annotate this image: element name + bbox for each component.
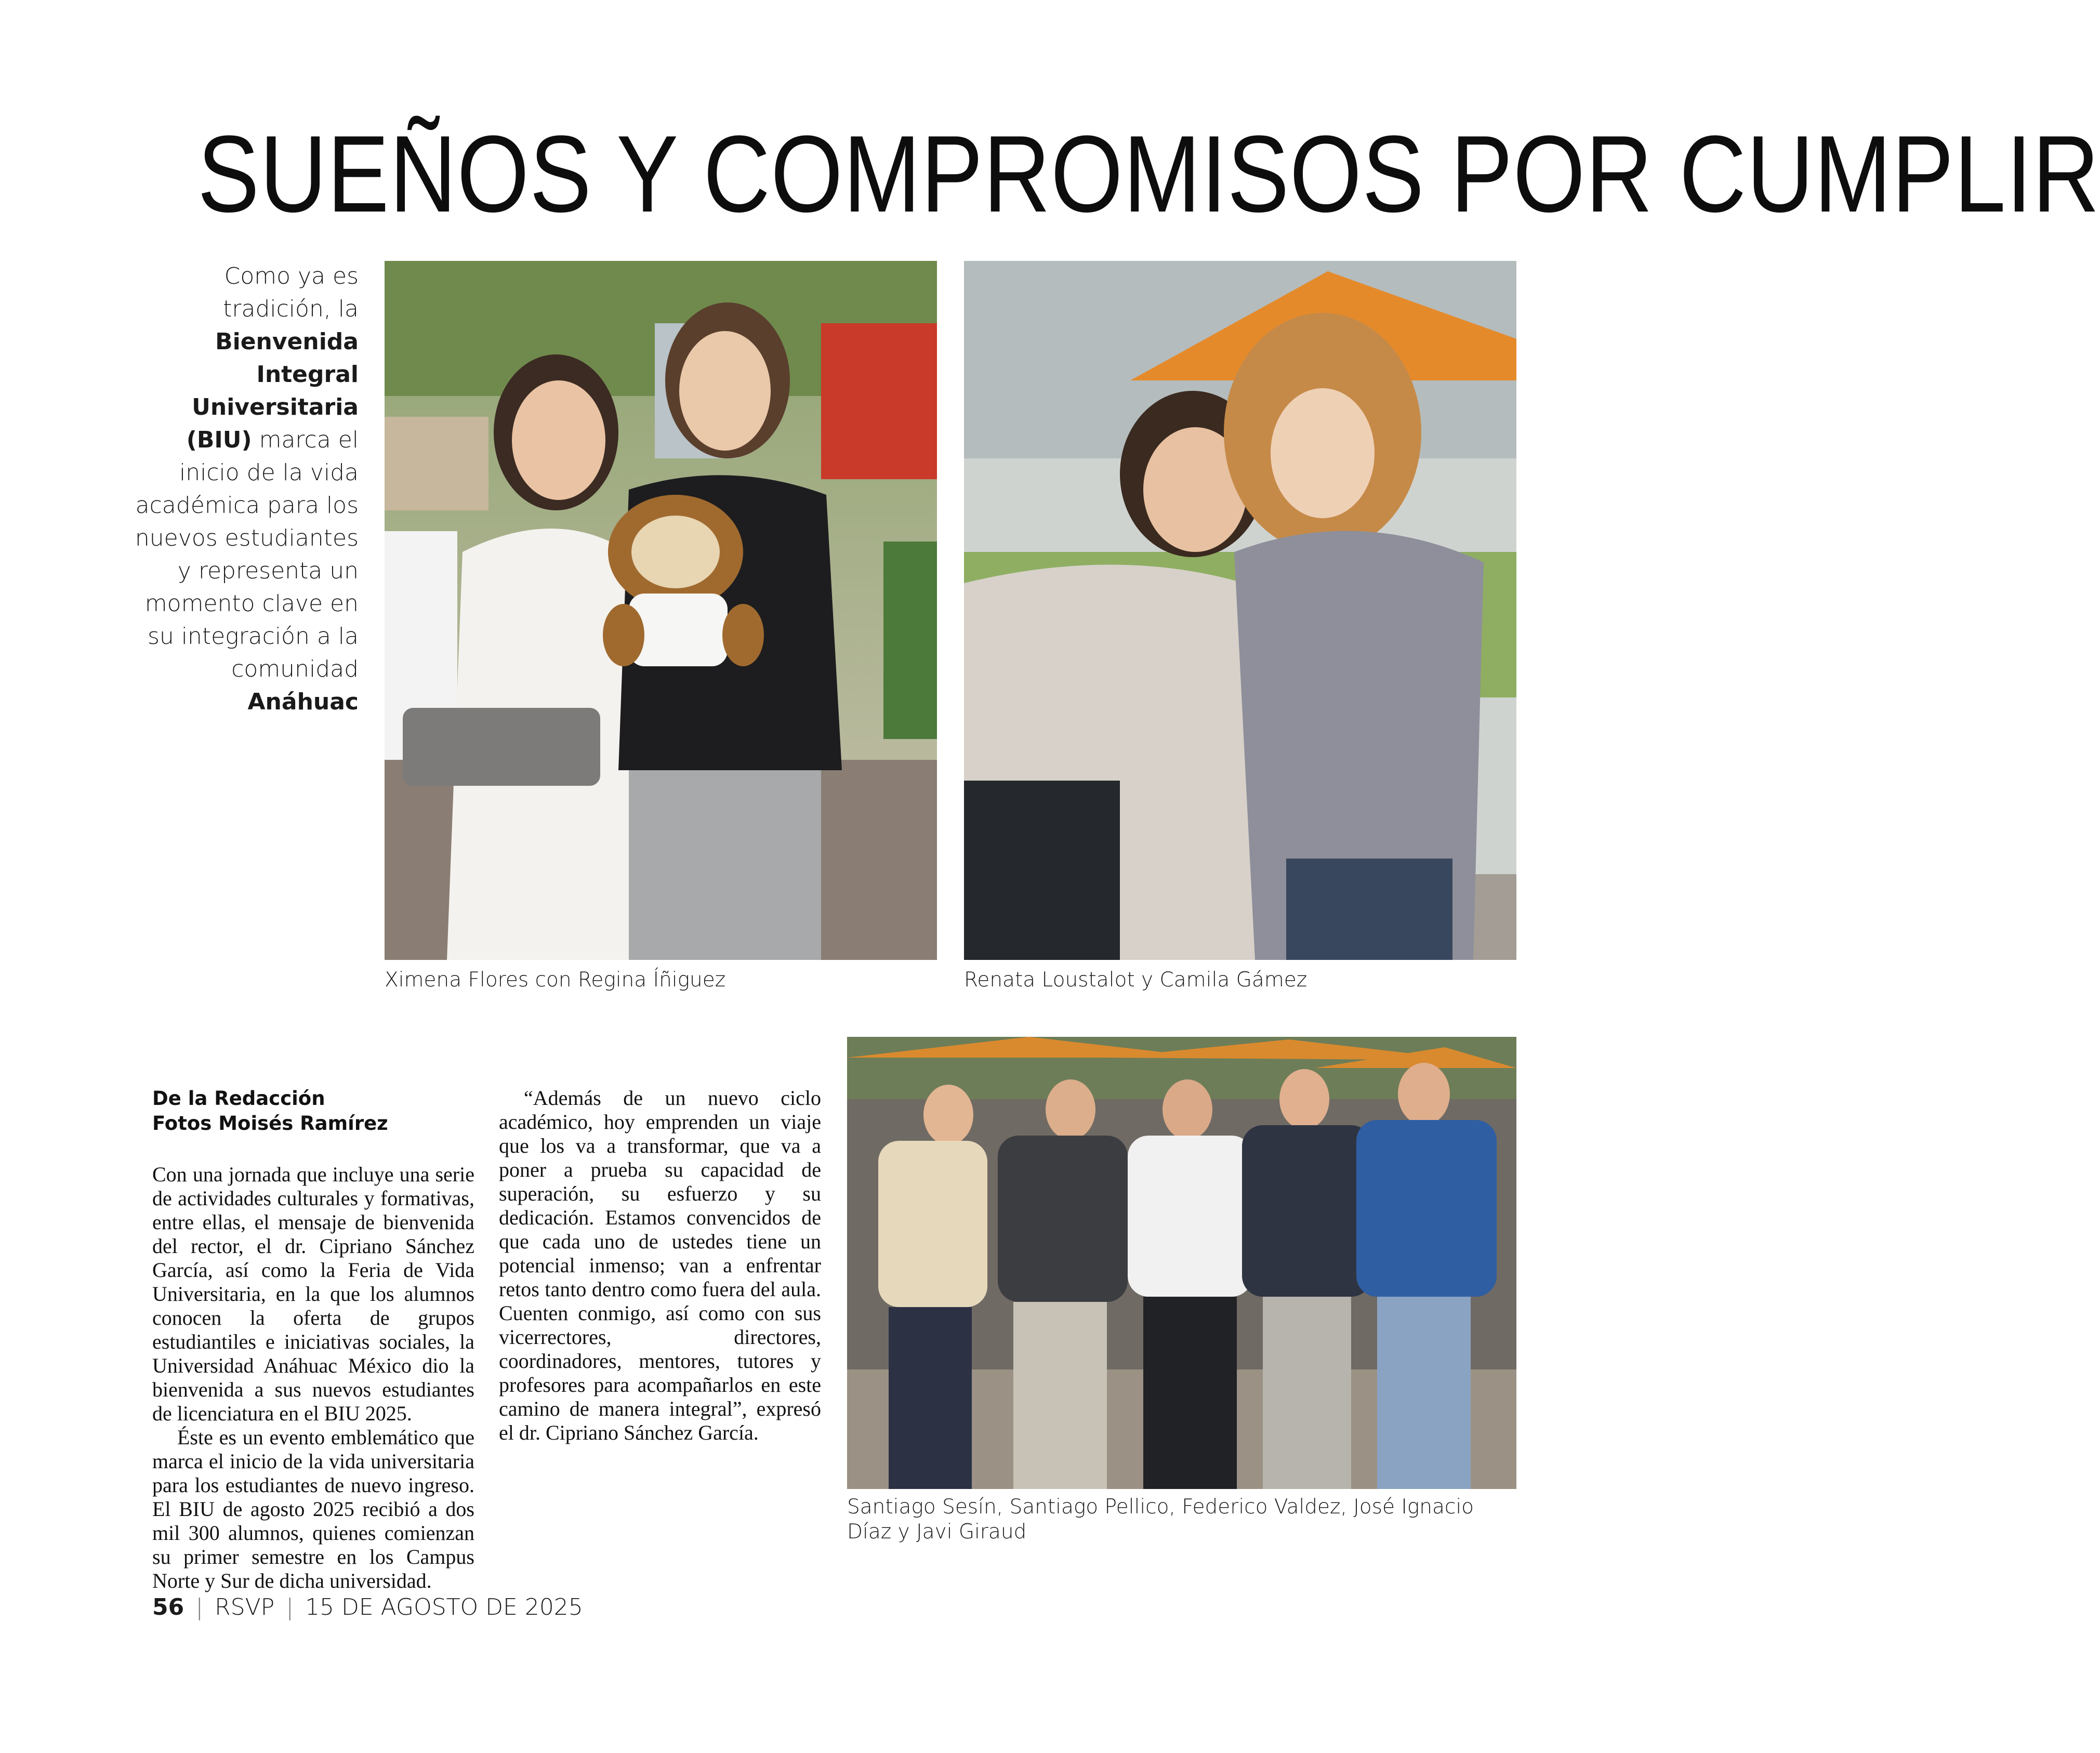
footer-divider: | [195,1594,204,1620]
article-column-2 [499,1086,821,1445]
byline-author: De la Redacción [152,1087,325,1110]
photo-caption-3: Santiago Sesín, Santiago Pellico, Federico Valdez, José Ignacio Díaz y Javi Giraud [847,1495,1474,1544]
article-paragraph-3: “Además de un nuevo ciclo académico, hoy emprenden un viaje que los va a transformar, que va a poner a prueba su capacidad de superación, su esfuerzo y su dedicación. Estamos convencidos de que cada uno de ustedes tiene un potencial inmenso; van a enfrentar retos tanto dentro como fuera del aula. Cuenten conmigo, así como con sus vicerrectores, directores, coordinadores, mentores, tutores y profesores para acompañarlos en este camino de manera integral”, expresó el dr. Cipriano Sánchez García. [499,1086,821,1444]
byline-photos: Fotos Moisés Ramírez [152,1112,388,1135]
intro-part-1: Como ya es tradición, la [223,263,359,322]
photo-two-women-mascot [385,261,937,960]
photo-five-young-men [847,1037,1516,1489]
intro-bold-2: Anáhuac [247,689,359,715]
issue-date: 15 DE AGOSTO DE 2025 [305,1594,583,1620]
publication-name: RSVP [215,1594,275,1620]
byline [152,1086,474,1136]
intro-bold-1: Bienvenida Integral Universitaria (BIU) [186,328,359,453]
article-paragraph-2: Éste es un evento emblemático que marca el inicio de la vida universitaria para los estudiantes de nuevo ingreso. El BIU de agosto 2025 recibió a dos mil 300 alumnos, quienes comienzan su primer semestre en los Campus Norte y Sur de dicha universidad. [152,1426,474,1592]
headline: SUEÑOS Y COMPROMISOS POR CUMPLIR [197,113,2100,235]
footer-divider: | [286,1594,294,1620]
article-paragraph-1: Con una jornada que incluye una serie de actividades culturales y formativas, entre ellas, el mensaje de bienvenida del rector, el dr. Cipriano Sánchez García, así como la Feria de Vida Universitaria, en la que los alumnos conocen la oferta de grupos estudiantiles e iniciativas sociales, la Universidad Anáhuac México dio la bienvenida a sus nuevos estudiantes de licenciatura en el BIU 2025. [152,1163,474,1425]
photo-caption-2: Renata Loustalot y Camila Gámez [964,968,1307,992]
page-number: 56 [152,1594,184,1620]
photo-caption-1: Ximena Flores con Regina Íñiguez [385,968,726,992]
intro-part-2: marca el inicio de la vida académica para los nuevos estudiantes y representa un momento clave en su integración a la comunidad [135,427,359,682]
photo-two-women-hugging [964,261,1516,960]
intro-text [120,260,359,718]
page-footer [152,1592,583,1623]
article-column-1 [152,1163,474,1593]
